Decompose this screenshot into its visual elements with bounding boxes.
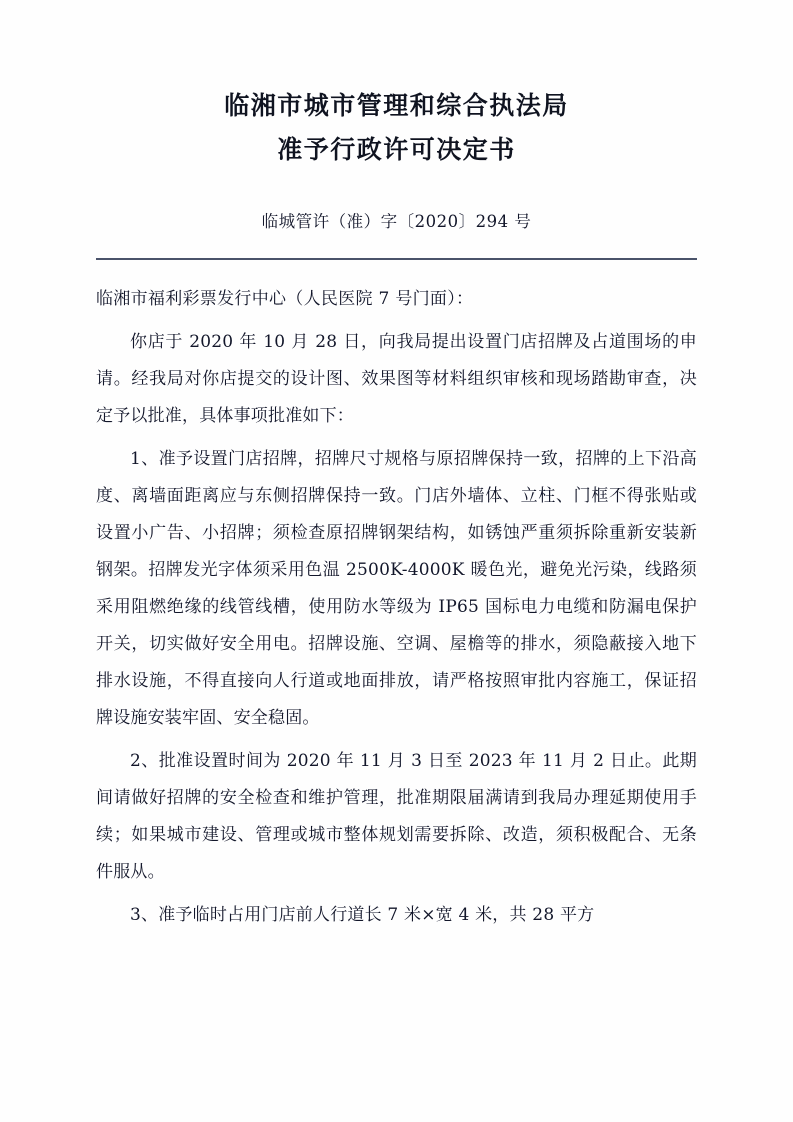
document-number: 临城管许（准）字〔2020〕294 号 bbox=[261, 212, 532, 231]
recipient-line: 临湘市福利彩票发行中心（人民医院 7 号门面）： bbox=[96, 289, 474, 309]
title-line-1: 临湘市城市管理和综合执法局 bbox=[224, 91, 569, 120]
paragraph-1: 你店于 2020 年 10 月 28 日，向我局提出设置门店招牌及占道围场的申请。经我局对你店提交的设计图、效果图等材料组织审核和现场踏勘审查，决定予以批准，具体事项批准如下： bbox=[96, 332, 697, 426]
paragraph-4: 3、准予临时占用门店前人行道长 7 米×宽 4 米，共 28 平方 bbox=[130, 905, 595, 925]
paragraph-3: 2、批准设置时间为 2020 年 11 月 3 日至 2023 年 11 月 2 日止。此期间请做好招牌的安全检查和维护管理，批准期限届满请到我局办理延期使用手续；如果城市建设、管理或城市整体规划需要拆除、改造，须积极配合、无条件服从。 bbox=[96, 751, 697, 882]
header-divider bbox=[96, 258, 697, 260]
document-title bbox=[96, 84, 697, 172]
paragraph-2: 1、准予设置门店招牌，招牌尺寸规格与原招牌保持一致，招牌的上下沿高度、离墙面距离应与东侧招牌保持一致。门店外墙体、立柱、门框不得张贴或设置小广告、小招牌；须检查原招牌钢架结构，如锈蚀严重须拆除重新安装新钢架。招牌发光字体须采用色温 2500K-4000K 暖色光，避免光污染，线路须采用阻燃绝缘的线管线槽，使用防水等级为 IP65 国标电力电缆和防漏电保护开关，切实做好安全用电。招牌设施、空调、屋檐等的排水，须隐蔽接入地下排水设施，不得直接向人行道或地面排放，请严格按照审批内容施工，保证招牌设施安装牢固、安全稳固。 bbox=[96, 449, 697, 728]
document-body bbox=[96, 84, 697, 934]
title-line-2: 准予行政许可决定书 bbox=[277, 135, 516, 164]
